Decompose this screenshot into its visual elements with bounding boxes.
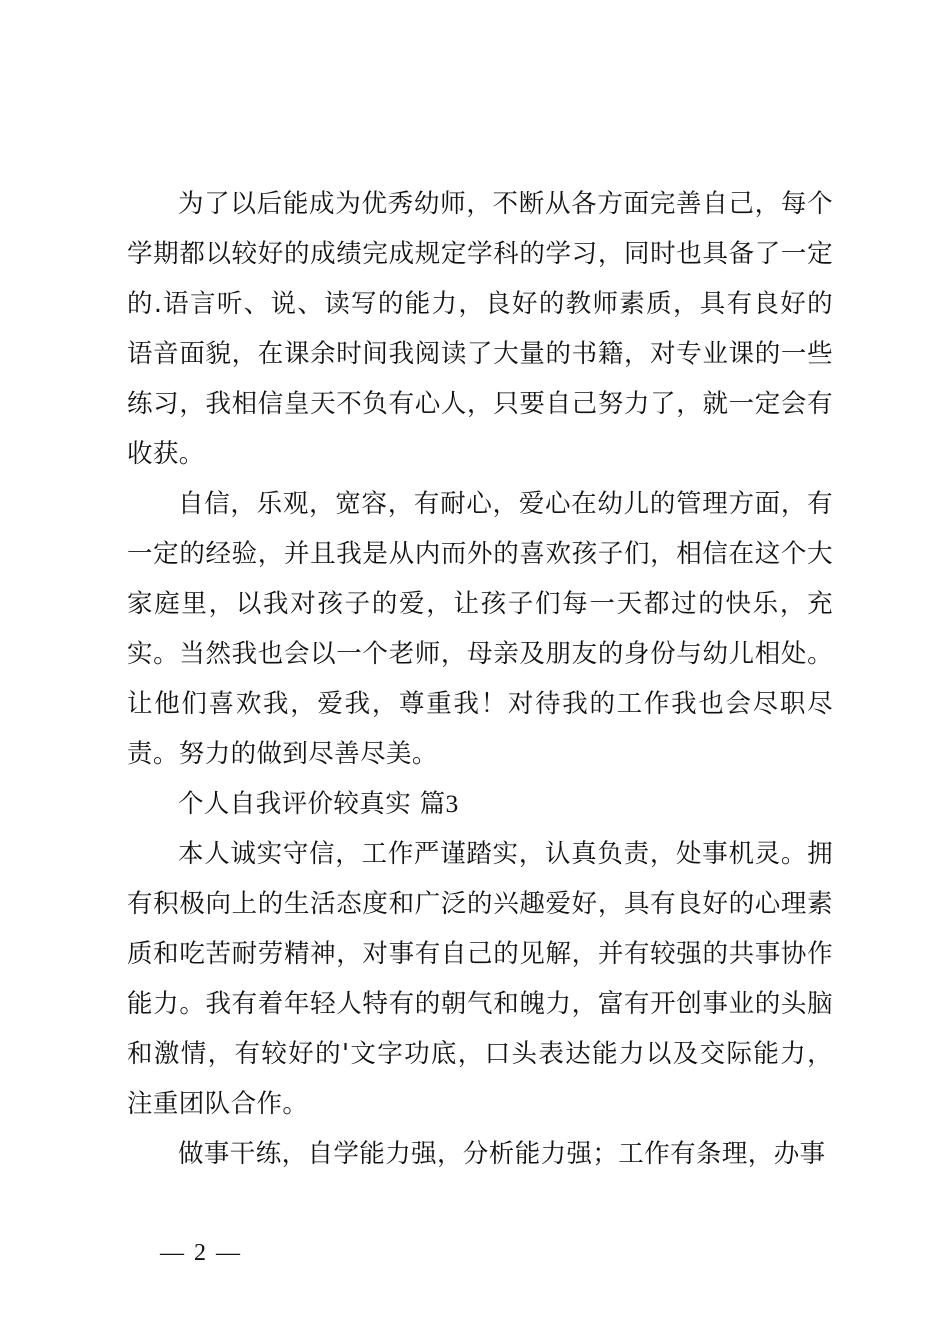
document-body	[127, 179, 833, 1179]
section-heading-text: 个人自我评价较真实 篇	[178, 789, 446, 819]
paragraph-4: 做事干练，自学能力强，分析能力强；工作有条理，办事	[178, 1139, 826, 1169]
paragraph-2: 自信，乐观，宽容，有耐心，爱心在幼儿的管理方面，有一定的经验，并且我是从内而外的喜欢孩子们，相信在这个大家庭里，以我对孩子的爱，让孩子们每一天都过的快乐，充实。当然我也会以一个老师，母亲及朋友的身份与幼儿相处。让他们喜欢我，爱我，尊重我！对待我的工作我也会尽职尽责。努力的做到尽善尽美。	[127, 489, 833, 769]
paragraph-1: 为了以后能成为优秀幼师，不断从各方面完善自己，每个学期都以较好的成绩完成规定学科的学习，同时也具备了一定的.语言听、说、读写的能力，良好的教师素质，具有良好的语音面貌，在课余时间我阅读了大量的书籍，对专业课的一些练习，我相信皇天不负有心人，只要自己努力了，就一定会有收获。	[127, 189, 833, 469]
section-heading	[127, 779, 833, 829]
section-heading-number: 3	[445, 789, 459, 818]
page-number: — 2 —	[160, 1240, 242, 1266]
paragraph-3: 本人诚实守信，工作严谨踏实，认真负责，处事机灵。拥有积极向上的生活态度和广泛的兴趣爱好，具有良好的心理素质和吃苦耐劳精神，对事有自己的见解，并有较强的共事协作能力。我有着年轻人特有的朝气和魄力，富有开创事业的头脑和激情，有较好的'文字功底，口头表达能力以及交际能力，注重团队合作。	[127, 839, 833, 1119]
